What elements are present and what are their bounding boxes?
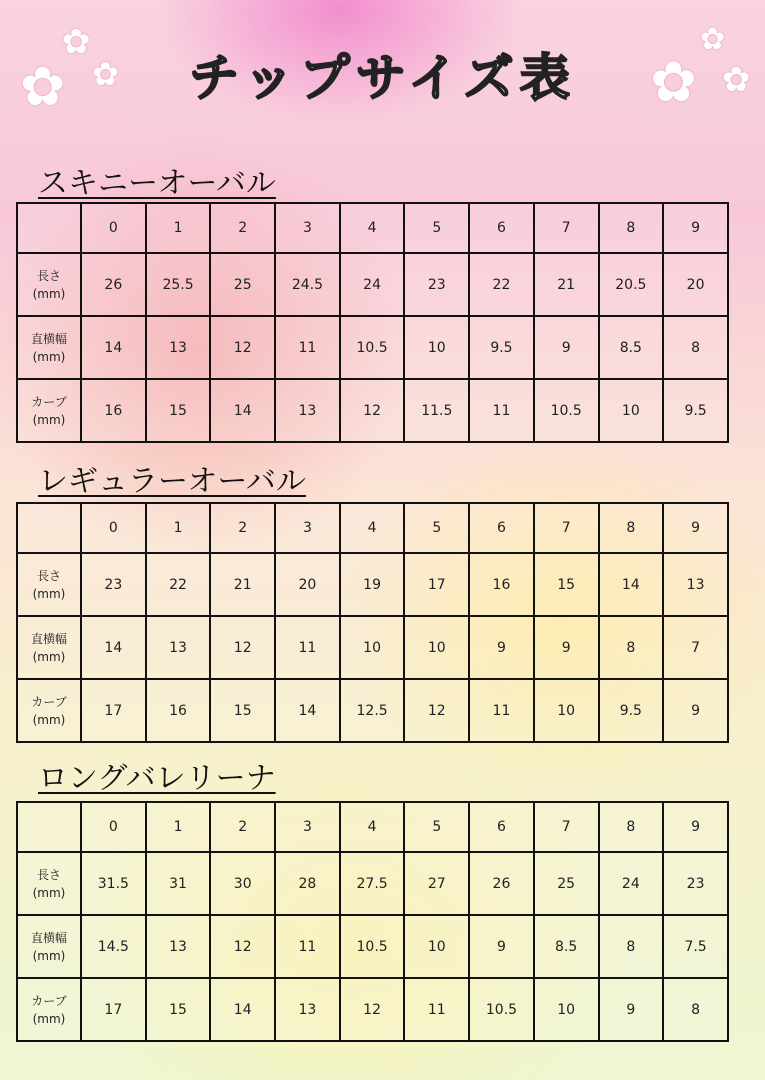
corner-cell (17, 802, 81, 852)
row-label-name: 長さ (36, 568, 61, 583)
table-cell: 9 (469, 915, 534, 978)
table-cell: 11.5 (404, 379, 469, 442)
table-cell: 9 (599, 978, 664, 1041)
row-label-unit: (mm) (32, 286, 66, 301)
table-cell: 8 (663, 316, 728, 379)
size-column-header: 4 (340, 503, 405, 553)
size-column-header: 8 (599, 503, 664, 553)
table-cell: 12 (340, 978, 405, 1041)
table-cell: 22 (469, 253, 534, 316)
table-cell: 12 (404, 679, 469, 742)
table-cell: 17 (81, 679, 146, 742)
row-label-name: 直横幅 (30, 631, 67, 646)
size-column-header: 1 (146, 203, 211, 253)
size-column-header: 5 (404, 203, 469, 253)
row-label-name: カーブ (31, 694, 67, 709)
table-cell: 24.5 (275, 253, 340, 316)
table-cell: 10.5 (469, 978, 534, 1041)
table-cell: 16 (81, 379, 146, 442)
table-cell: 31.5 (81, 852, 146, 915)
table-cell: 15 (534, 553, 599, 616)
size-column-header: 7 (534, 203, 599, 253)
table-cell: 11 (275, 915, 340, 978)
table-cell: 19 (340, 553, 405, 616)
row-label-unit: (mm) (32, 712, 66, 727)
page-title: チップサイズ表 (189, 49, 576, 107)
row-label (17, 616, 81, 679)
table-cell: 14.5 (81, 915, 146, 978)
table-cell: 7 (663, 616, 728, 679)
size-column-header: 0 (81, 802, 146, 852)
size-table (16, 202, 729, 443)
row-label-name: カーブ (31, 394, 67, 409)
table-cell: 23 (81, 553, 146, 616)
table-cell: 11 (275, 316, 340, 379)
table-cell: 13 (146, 915, 211, 978)
table-cell: 8 (599, 616, 664, 679)
size-column-header: 3 (275, 503, 340, 553)
row-label (17, 978, 81, 1041)
flower-decoration-icon: ✿ (650, 50, 697, 115)
table-cell: 25.5 (146, 253, 211, 316)
row-label-unit: (mm) (32, 885, 66, 900)
table-header-row (17, 802, 728, 852)
table-row (17, 379, 728, 442)
row-label-unit: (mm) (32, 948, 66, 963)
size-column-header: 2 (210, 802, 275, 852)
table-cell: 9 (469, 616, 534, 679)
table-cell: 17 (404, 553, 469, 616)
size-column-header: 5 (404, 503, 469, 553)
row-label (17, 316, 81, 379)
size-column-header: 9 (663, 503, 728, 553)
size-column-header: 6 (469, 203, 534, 253)
table-cell: 14 (275, 679, 340, 742)
table-cell: 13 (275, 379, 340, 442)
table-cell: 8 (599, 915, 664, 978)
table-cell: 11 (404, 978, 469, 1041)
table-cell: 10 (404, 915, 469, 978)
table-cell: 30 (210, 852, 275, 915)
table-cell: 21 (210, 553, 275, 616)
row-label-unit: (mm) (32, 1011, 66, 1026)
row-label-name: カーブ (31, 993, 67, 1008)
table-row (17, 316, 728, 379)
size-column-header: 0 (81, 203, 146, 253)
table-cell: 25 (210, 253, 275, 316)
table-cell: 9 (534, 316, 599, 379)
size-column-header: 9 (663, 802, 728, 852)
table-header-row (17, 203, 728, 253)
table-cell: 12 (340, 379, 405, 442)
size-column-header: 6 (469, 503, 534, 553)
section-heading: ロングバレリーナ (38, 761, 276, 796)
table-cell: 10 (534, 679, 599, 742)
flower-decoration-icon: ✿ (700, 22, 726, 57)
size-column-header: 2 (210, 503, 275, 553)
table-cell: 28 (275, 852, 340, 915)
row-label-name: 直横幅 (30, 930, 67, 945)
table-cell: 10 (404, 316, 469, 379)
row-label-unit: (mm) (32, 412, 66, 427)
table-cell: 15 (146, 379, 211, 442)
table-cell: 11 (469, 679, 534, 742)
table-cell: 9.5 (663, 379, 728, 442)
table-cell: 13 (663, 553, 728, 616)
size-column-header: 3 (275, 203, 340, 253)
size-column-header: 4 (340, 802, 405, 852)
table-cell: 10 (404, 616, 469, 679)
row-label (17, 679, 81, 742)
table-row (17, 978, 728, 1041)
table-cell: 13 (146, 616, 211, 679)
row-label-name: 長さ (36, 867, 61, 882)
table-cell: 10 (599, 379, 664, 442)
size-column-header: 5 (404, 802, 469, 852)
table-cell: 12.5 (340, 679, 405, 742)
row-label (17, 852, 81, 915)
row-label (17, 553, 81, 616)
table-cell: 12 (210, 616, 275, 679)
size-column-header: 1 (146, 503, 211, 553)
size-column-header: 1 (146, 802, 211, 852)
size-column-header: 8 (599, 203, 664, 253)
table-cell: 8.5 (534, 915, 599, 978)
size-column-header: 7 (534, 802, 599, 852)
table-cell: 23 (404, 253, 469, 316)
table-cell: 26 (469, 852, 534, 915)
table-cell: 9 (534, 616, 599, 679)
table-cell: 9.5 (599, 679, 664, 742)
table-cell: 26 (81, 253, 146, 316)
table-cell: 8 (663, 978, 728, 1041)
table-cell: 10.5 (340, 915, 405, 978)
table-cell: 20 (663, 253, 728, 316)
size-column-header: 8 (599, 802, 664, 852)
flower-decoration-icon: ✿ (92, 55, 119, 93)
table-cell: 23 (663, 852, 728, 915)
size-column-header: 3 (275, 802, 340, 852)
table-cell: 10.5 (534, 379, 599, 442)
table-cell: 12 (210, 915, 275, 978)
table-cell: 14 (210, 379, 275, 442)
table-row (17, 616, 728, 679)
table-cell: 11 (275, 616, 340, 679)
table-cell: 25 (534, 852, 599, 915)
table-row (17, 852, 728, 915)
row-label (17, 253, 81, 316)
row-label-unit: (mm) (32, 349, 66, 364)
table-row (17, 553, 728, 616)
table-cell: 20 (275, 553, 340, 616)
table-cell: 14 (81, 316, 146, 379)
table-cell: 24 (340, 253, 405, 316)
table-cell: 15 (146, 978, 211, 1041)
flower-decoration-icon: ✿ (62, 22, 91, 62)
flower-decoration-icon: ✿ (722, 60, 751, 100)
table-cell: 8.5 (599, 316, 664, 379)
row-label-unit: (mm) (32, 649, 66, 664)
size-column-header: 9 (663, 203, 728, 253)
table-cell: 31 (146, 852, 211, 915)
corner-cell (17, 203, 81, 253)
table-cell: 10 (534, 978, 599, 1041)
section-heading: スキニーオーバル (38, 166, 276, 201)
table-row (17, 915, 728, 978)
table-cell: 15 (210, 679, 275, 742)
table-cell: 7.5 (663, 915, 728, 978)
size-column-header: 2 (210, 203, 275, 253)
table-cell: 20.5 (599, 253, 664, 316)
corner-cell (17, 503, 81, 553)
table-cell: 11 (469, 379, 534, 442)
table-cell: 14 (81, 616, 146, 679)
table-cell: 21 (534, 253, 599, 316)
row-label-name: 長さ (36, 268, 61, 283)
table-row (17, 679, 728, 742)
table-cell: 10.5 (340, 316, 405, 379)
table-cell: 24 (599, 852, 664, 915)
table-cell: 10 (340, 616, 405, 679)
table-cell: 9 (663, 679, 728, 742)
table-cell: 17 (81, 978, 146, 1041)
row-label-unit: (mm) (32, 586, 66, 601)
row-label (17, 379, 81, 442)
table-cell: 27 (404, 852, 469, 915)
table-cell: 16 (469, 553, 534, 616)
flower-decoration-icon: ✿ (20, 55, 66, 118)
table-cell: 13 (275, 978, 340, 1041)
row-label (17, 915, 81, 978)
table-row (17, 253, 728, 316)
table-cell: 22 (146, 553, 211, 616)
table-cell: 13 (146, 316, 211, 379)
size-table (16, 502, 729, 743)
size-table (16, 801, 729, 1042)
table-cell: 9.5 (469, 316, 534, 379)
size-column-header: 0 (81, 503, 146, 553)
size-column-header: 6 (469, 802, 534, 852)
table-cell: 14 (210, 978, 275, 1041)
row-label-name: 直横幅 (30, 331, 67, 346)
table-cell: 16 (146, 679, 211, 742)
size-column-header: 4 (340, 203, 405, 253)
table-header-row (17, 503, 728, 553)
section-heading: レギュラーオーバル (38, 464, 306, 499)
table-cell: 12 (210, 316, 275, 379)
table-cell: 14 (599, 553, 664, 616)
table-cell: 27.5 (340, 852, 405, 915)
size-column-header: 7 (534, 503, 599, 553)
